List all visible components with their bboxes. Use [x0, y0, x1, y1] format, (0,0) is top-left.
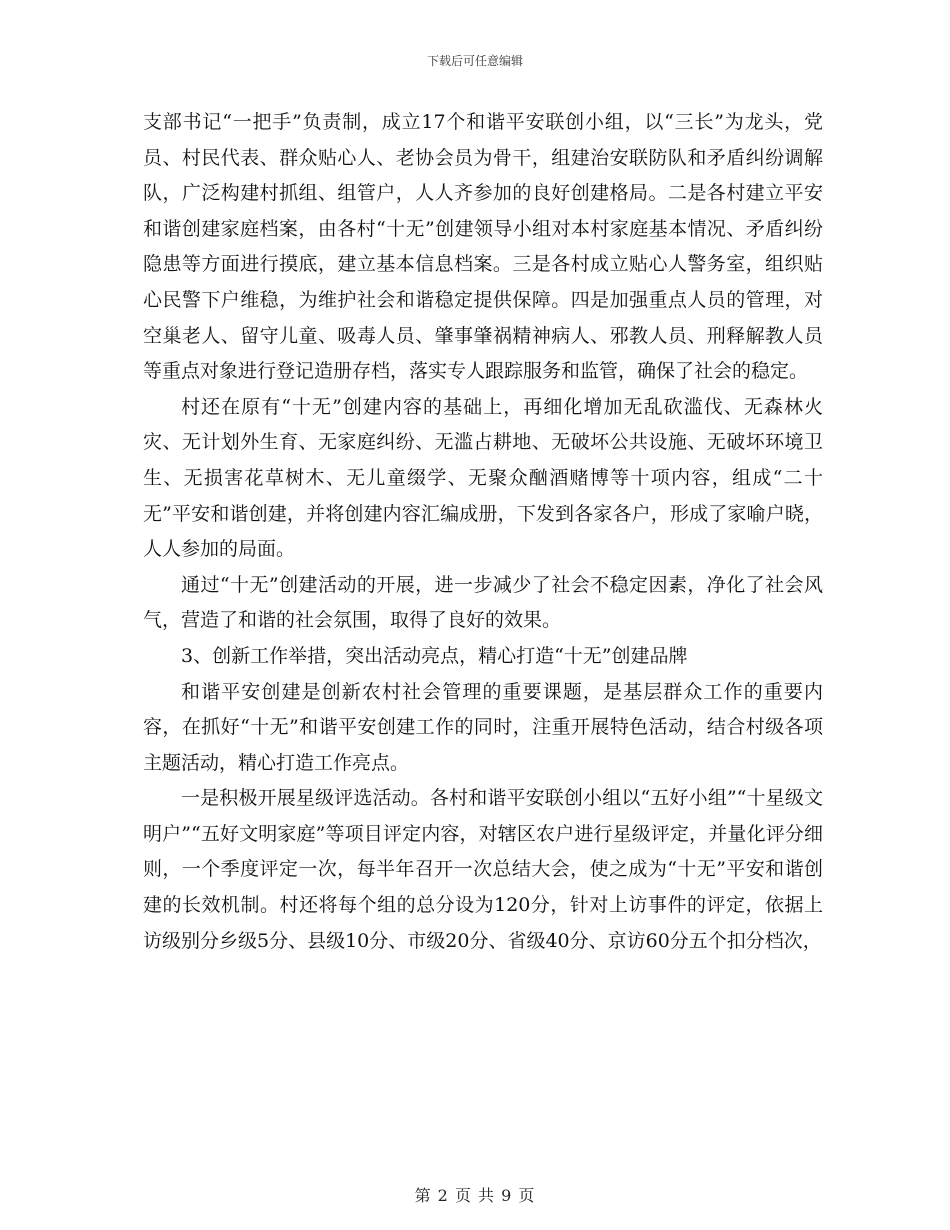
document-body: [143, 105, 823, 959]
section-heading: 3、创新工作举措，突出活动亮点，精心打造“十无”创建品牌: [181, 644, 688, 667]
paragraph: 通过“十无”创建活动的开展，进一步减少了社会不稳定因素，净化了社会风气，营造了和谐的社会氛围，取得了良好的效果。: [143, 573, 823, 632]
page-header: 下载后可任意编辑: [426, 54, 523, 68]
paragraph: 和谐平安创建是创新农村社会管理的重要课题，是基层群众工作的重要内容，在抓好“十无”和谐平安创建工作的同时，注重开展特色活动，结合村级各项主题活动，精心打造工作亮点。: [143, 680, 823, 774]
paragraph-continuation: 支部书记“一把手”负责制，成立17个和谐平安联创小组，以“三长”为龙头，党员、村民代表、群众贴心人、老协会员为骨干，组建治安联防队和矛盾纠纷调解队，广泛构建村抓组、组管户，人人齐参加的良好创建格局。二是各村建立平安和谐创建家庭档案，由各村“十无”创建领导小组对本村家庭基本情况、矛盾纠纷隐患等方面进行摸底，建立基本信息档案。三是各村成立贴心人警务室，组织贴心民警下户维稳，为维护社会和谐稳定提供保障。四是加强重点人员的管理，对空巢老人、留守儿童、吸毒人员、肇事肇祸精神病人、邪教人员、刑释解教人员等重点对象进行登记造册存档，落实专人跟踪服务和监管，确保了社会的稳定。: [143, 111, 823, 383]
paragraph: 一是积极开展星级评选活动。各村和谐平安联创小组以“五好小组”“十星级文明户”“五好文明家庭”等项目评定内容，对辖区农户进行星级评定，并量化评分细则，一个季度评定一次，每半年召开一次总结大会，使之成为“十无”平安和谐创建的长效机制。村还将每个组的总分设为120分，针对上访事件的评定，依据上访级别分乡级5分、县级10分、市级20分、省级40分、京访60分五个扣分档次，: [143, 787, 823, 952]
paragraph: 村还在原有“十无”创建内容的基础上，再细化增加无乱砍滥伐、无森林火灾、无计划外生育、无家庭纠纷、无滥占耕地、无破坏公共设施、无破坏环境卫生、无损害花草树木、无儿童缀学、无聚众酗酒赌博等十项内容，组成“二十无”平安和谐创建，并将创建内容汇编成册，下发到各家各户，形成了家喻户晓，人人参加的局面。: [143, 395, 823, 561]
page-number: 第 2 页 共 9 页: [414, 1186, 536, 1205]
